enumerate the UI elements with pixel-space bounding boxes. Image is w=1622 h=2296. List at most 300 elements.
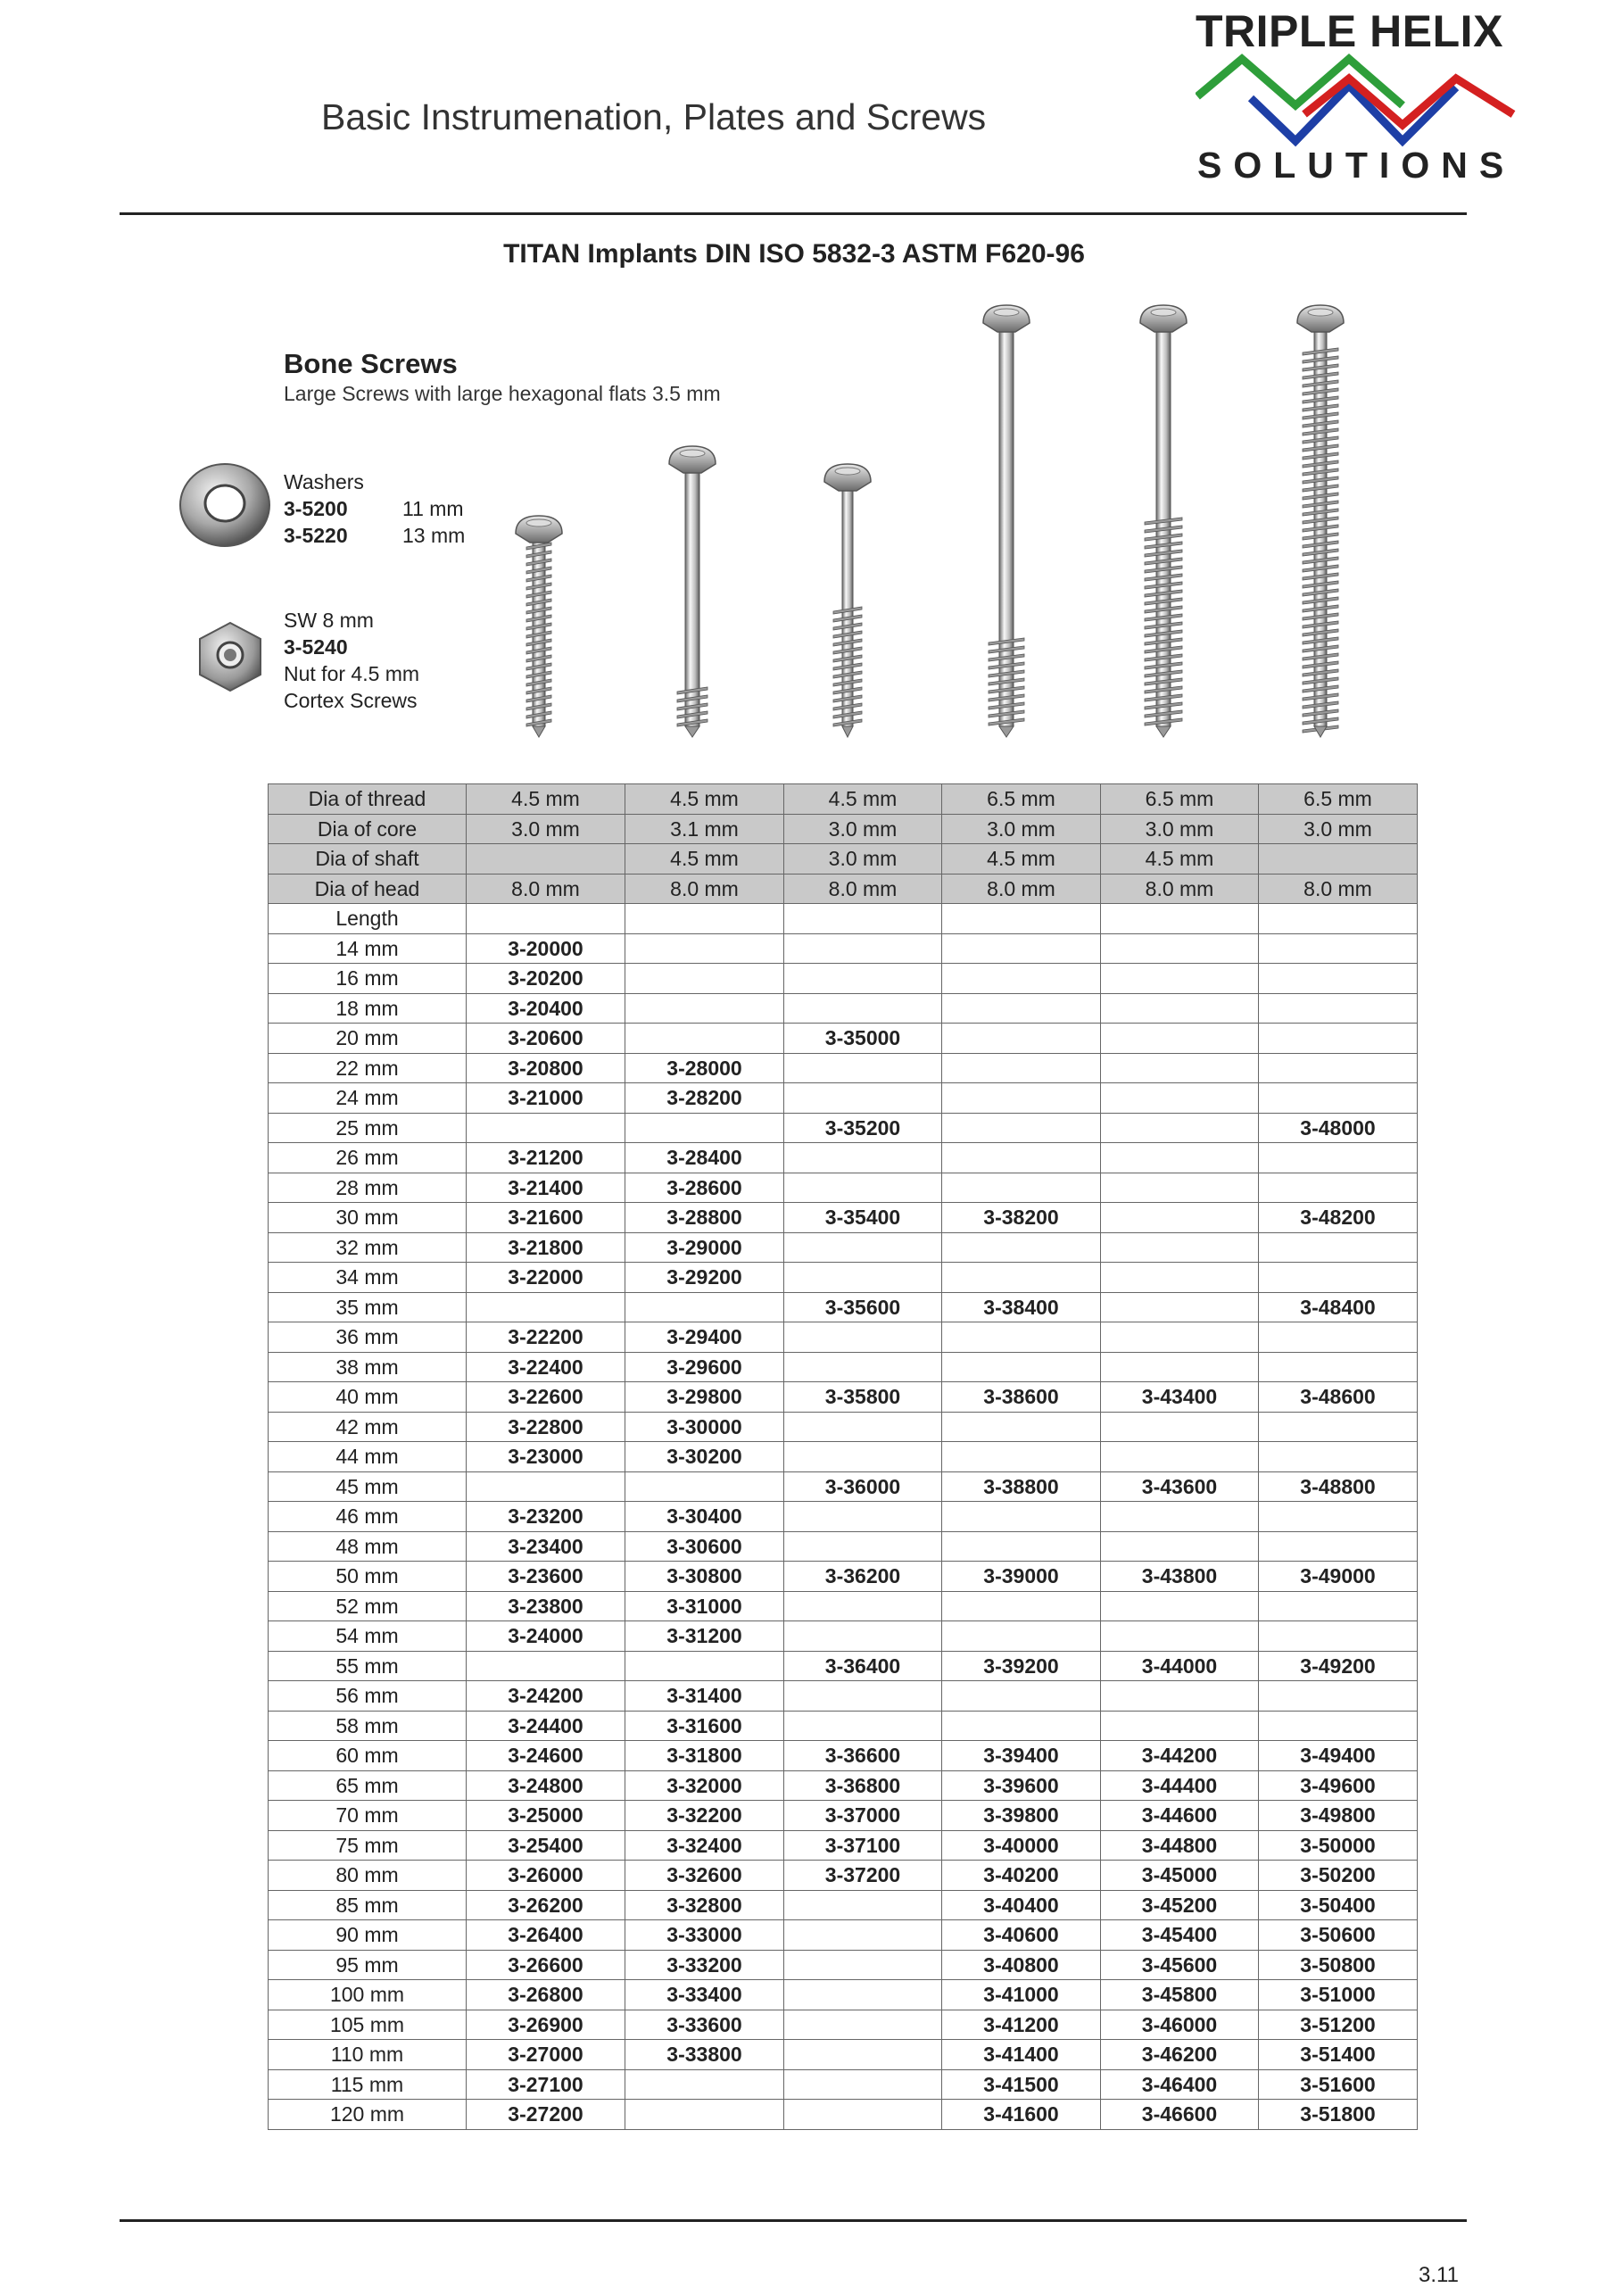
article-code-cell: 3-45000 <box>1101 1861 1259 1891</box>
table-row <box>269 1890 1418 1920</box>
article-code-cell <box>1101 1502 1259 1532</box>
article-code-cell: 3-27100 <box>467 2069 625 2100</box>
article-code-cell: 3-33800 <box>625 2040 784 2070</box>
spec-header-value: 3.0 mm <box>467 814 625 844</box>
article-code-cell: 3-20400 <box>467 993 625 1024</box>
table-row <box>269 1861 1418 1891</box>
table-row <box>269 1232 1418 1263</box>
table-row <box>269 1143 1418 1173</box>
spec-header-value: 3.0 mm <box>784 814 942 844</box>
empty-cell <box>942 904 1101 934</box>
length-cell: 20 mm <box>269 1024 467 1054</box>
article-code-cell <box>1259 1531 1418 1562</box>
section-title: Bone Screws <box>284 348 458 379</box>
article-code-cell: 3-32200 <box>625 1801 784 1831</box>
article-code-cell <box>784 1412 942 1442</box>
article-code-cell <box>784 1083 942 1114</box>
table-row <box>269 1322 1418 1353</box>
article-code-cell: 3-32400 <box>625 1830 784 1861</box>
spec-header-value: 4.5 mm <box>625 784 784 815</box>
article-code-cell <box>1259 1621 1418 1652</box>
article-code-cell: 3-24200 <box>467 1681 625 1712</box>
spec-header-value: 8.0 mm <box>467 874 625 904</box>
article-code-cell <box>1101 1292 1259 1322</box>
article-code-cell: 3-43600 <box>1101 1471 1259 1502</box>
article-code-cell: 3-39200 <box>942 1651 1101 1681</box>
article-code-cell: 3-28400 <box>625 1143 784 1173</box>
table-row <box>269 1950 1418 1980</box>
table-row <box>269 1442 1418 1472</box>
article-code-cell <box>1259 1024 1418 1054</box>
article-code-cell: 3-30000 <box>625 1412 784 1442</box>
length-cell: 100 mm <box>269 1980 467 2010</box>
header-divider <box>120 212 1467 215</box>
article-code-cell: 3-25000 <box>467 1801 625 1831</box>
article-code-cell <box>1101 993 1259 1024</box>
article-code-cell <box>942 1232 1101 1263</box>
article-code-cell <box>1101 1681 1259 1712</box>
article-code-cell <box>1259 1442 1418 1472</box>
spec-header-value: 3.0 mm <box>784 844 942 874</box>
article-code-cell <box>784 1232 942 1263</box>
article-code-cell <box>625 1113 784 1143</box>
article-code-cell: 3-40200 <box>942 1861 1101 1891</box>
article-code-cell: 3-29000 <box>625 1232 784 1263</box>
screw-cancellous-long-thread-icon <box>1140 305 1187 737</box>
article-code-cell <box>942 1173 1101 1203</box>
article-code-cell: 3-51800 <box>1259 2100 1418 2130</box>
article-code-cell: 3-33600 <box>625 2010 784 2040</box>
spec-header-label: Dia of head <box>269 874 467 904</box>
screw-cortex-icon <box>516 516 562 737</box>
article-code-cell <box>1101 1203 1259 1233</box>
washer-size: 13 mm <box>402 524 466 547</box>
article-code-cell: 3-29800 <box>625 1382 784 1413</box>
article-code-cell <box>784 2069 942 2100</box>
spec-header-value: 4.5 mm <box>1101 844 1259 874</box>
length-cell: 18 mm <box>269 993 467 1024</box>
article-code-cell <box>784 1173 942 1203</box>
brand-name-top: TRIPLE HELIX <box>1196 6 1503 56</box>
article-code-cell <box>1101 1232 1259 1263</box>
screw-cancellous-short-thread-icon <box>983 305 1030 737</box>
article-code-cell <box>784 1531 942 1562</box>
article-code-cell: 3-30200 <box>625 1442 784 1472</box>
article-code-cell: 3-23000 <box>467 1442 625 1472</box>
article-code-cell: 3-46400 <box>1101 2069 1259 2100</box>
article-code-cell: 3-40600 <box>942 1920 1101 1951</box>
article-code-cell: 3-45400 <box>1101 1920 1259 1951</box>
article-code-cell: 3-21600 <box>467 1203 625 1233</box>
washers-label: Washers <box>284 470 364 493</box>
table-row <box>269 1471 1418 1502</box>
spec-header-row <box>269 784 1418 815</box>
article-code-cell <box>1101 1083 1259 1114</box>
table-row <box>269 1203 1418 1233</box>
article-code-cell: 3-51600 <box>1259 2069 1418 2100</box>
table-row <box>269 1711 1418 1741</box>
article-code-cell: 3-43800 <box>1101 1562 1259 1592</box>
table-row <box>269 1741 1418 1771</box>
nut-size: SW 8 mm <box>284 609 374 632</box>
article-code-cell: 3-25400 <box>467 1830 625 1861</box>
article-code-cell: 3-28800 <box>625 1203 784 1233</box>
washer-code: 3-5220 <box>284 524 348 547</box>
article-code-cell: 3-31000 <box>625 1591 784 1621</box>
article-code-cell <box>1101 933 1259 964</box>
article-code-cell <box>1101 964 1259 994</box>
spec-header-value: 3.1 mm <box>625 814 784 844</box>
article-code-cell: 3-51200 <box>1259 2010 1418 2040</box>
table-row <box>269 1920 1418 1951</box>
article-code-cell <box>1259 1232 1418 1263</box>
article-code-cell <box>942 1442 1101 1472</box>
article-code-cell <box>784 1980 942 2010</box>
article-code-cell: 3-46000 <box>1101 2010 1259 2040</box>
spec-header-value: 4.5 mm <box>942 844 1101 874</box>
empty-cell <box>467 904 625 934</box>
article-code-cell: 3-22800 <box>467 1412 625 1442</box>
nut-code: 3-5240 <box>284 635 348 659</box>
article-code-cell: 3-45800 <box>1101 1980 1259 2010</box>
article-code-cell <box>1101 1322 1259 1353</box>
article-code-cell <box>1101 1412 1259 1442</box>
article-code-cell <box>784 1621 942 1652</box>
article-code-cell <box>1259 1591 1418 1621</box>
article-code-cell <box>784 1920 942 1951</box>
article-code-cell: 3-26400 <box>467 1920 625 1951</box>
article-code-cell <box>942 933 1101 964</box>
article-code-cell: 3-50400 <box>1259 1890 1418 1920</box>
article-code-cell: 3-26000 <box>467 1861 625 1891</box>
table-row <box>269 1412 1418 1442</box>
article-code-cell <box>625 1292 784 1322</box>
article-code-cell <box>942 1263 1101 1293</box>
length-cell: 58 mm <box>269 1711 467 1741</box>
article-code-cell: 3-44000 <box>1101 1651 1259 1681</box>
length-header-row <box>269 904 1418 934</box>
table-row <box>269 1801 1418 1831</box>
spec-header-value: 6.5 mm <box>942 784 1101 815</box>
length-cell: 60 mm <box>269 1741 467 1771</box>
length-cell: 80 mm <box>269 1861 467 1891</box>
article-code-cell: 3-30400 <box>625 1502 784 1532</box>
article-code-cell: 3-33400 <box>625 1980 784 2010</box>
article-code-cell: 3-40800 <box>942 1950 1101 1980</box>
length-cell: 115 mm <box>269 2069 467 2100</box>
standard-heading: TITAN Implants DIN ISO 5832-3 ASTM F620-96 <box>503 239 1085 269</box>
spec-header-value: 8.0 mm <box>784 874 942 904</box>
article-code-cell: 3-30600 <box>625 1531 784 1562</box>
article-code-cell <box>1259 993 1418 1024</box>
article-code-cell <box>784 1322 942 1353</box>
nut-description: Nut for 4.5 mm <box>284 662 420 685</box>
article-code-cell: 3-33000 <box>625 1920 784 1951</box>
article-code-cell <box>625 933 784 964</box>
section-subtitle: Large Screws with large hexagonal flats 3.5 mm <box>284 382 721 405</box>
article-code-cell <box>625 1024 784 1054</box>
article-code-cell <box>1101 1442 1259 1472</box>
length-cell: 28 mm <box>269 1173 467 1203</box>
article-code-cell: 3-21000 <box>467 1083 625 1114</box>
spec-header-label: Dia of shaft <box>269 844 467 874</box>
article-code-cell <box>467 1471 625 1502</box>
spec-header-row <box>269 814 1418 844</box>
spec-header-value: 8.0 mm <box>625 874 784 904</box>
length-cell: 54 mm <box>269 1621 467 1652</box>
article-code-cell: 3-26200 <box>467 1890 625 1920</box>
article-code-cell: 3-28200 <box>625 1083 784 1114</box>
length-cell: 90 mm <box>269 1920 467 1951</box>
article-code-cell <box>784 1591 942 1621</box>
article-code-cell: 3-31200 <box>625 1621 784 1652</box>
article-code-cell: 3-39000 <box>942 1562 1101 1592</box>
length-cell: 120 mm <box>269 2100 467 2130</box>
article-code-cell: 3-50000 <box>1259 1830 1418 1861</box>
length-cell: 34 mm <box>269 1263 467 1293</box>
spec-header-value: 6.5 mm <box>1259 784 1418 815</box>
article-code-cell <box>1259 964 1418 994</box>
washer-code: 3-5200 <box>284 497 348 520</box>
article-code-cell: 3-22200 <box>467 1322 625 1353</box>
article-code-cell: 3-51000 <box>1259 1980 1418 2010</box>
article-code-cell: 3-41500 <box>942 2069 1101 2100</box>
article-code-cell <box>942 1352 1101 1382</box>
article-code-cell <box>1101 1263 1259 1293</box>
article-code-cell: 3-35200 <box>784 1113 942 1143</box>
length-cell: 50 mm <box>269 1562 467 1592</box>
article-code-cell: 3-24800 <box>467 1770 625 1801</box>
article-code-cell: 3-27200 <box>467 2100 625 2130</box>
table-row <box>269 2069 1418 2100</box>
length-cell: 65 mm <box>269 1770 467 1801</box>
article-code-cell <box>784 2100 942 2130</box>
article-code-cell <box>784 1442 942 1472</box>
article-code-cell <box>1259 1681 1418 1712</box>
table-row <box>269 964 1418 994</box>
article-code-cell <box>942 1024 1101 1054</box>
article-code-cell: 3-31400 <box>625 1681 784 1712</box>
screw-illustrations <box>482 294 1454 750</box>
article-code-cell <box>1259 1502 1418 1532</box>
length-cell: 70 mm <box>269 1801 467 1831</box>
spec-header-value: 3.0 mm <box>1101 814 1259 844</box>
article-code-cell: 3-50600 <box>1259 1920 1418 1951</box>
article-code-cell: 3-29200 <box>625 1263 784 1293</box>
article-code-cell: 3-46200 <box>1101 2040 1259 2070</box>
article-code-cell: 3-35400 <box>784 1203 942 1233</box>
article-code-cell <box>1259 1711 1418 1741</box>
spec-header-value: 8.0 mm <box>1101 874 1259 904</box>
article-code-cell <box>784 1263 942 1293</box>
article-code-cell <box>1101 1173 1259 1203</box>
spec-header-value: 3.0 mm <box>1259 814 1418 844</box>
washer-icon <box>177 457 273 550</box>
table-row <box>269 1263 1418 1293</box>
article-code-cell: 3-49600 <box>1259 1770 1418 1801</box>
length-cell: 95 mm <box>269 1950 467 1980</box>
table-row <box>269 1621 1418 1652</box>
length-cell: 44 mm <box>269 1442 467 1472</box>
article-code-cell: 3-29400 <box>625 1322 784 1353</box>
article-code-cell: 3-48200 <box>1259 1203 1418 1233</box>
article-code-cell <box>942 1113 1101 1143</box>
article-code-cell <box>1101 1352 1259 1382</box>
article-code-cell <box>784 993 942 1024</box>
article-code-cell: 3-48800 <box>1259 1471 1418 1502</box>
length-cell: 105 mm <box>269 2010 467 2040</box>
spec-header-label: Dia of core <box>269 814 467 844</box>
screw-spec-table <box>268 783 1418 2130</box>
article-code-cell <box>1101 1711 1259 1741</box>
article-code-cell <box>625 964 784 994</box>
article-code-cell <box>942 1681 1101 1712</box>
empty-cell <box>1101 904 1259 934</box>
article-code-cell: 3-39600 <box>942 1770 1101 1801</box>
article-code-cell: 3-26900 <box>467 2010 625 2040</box>
article-code-cell <box>784 2010 942 2040</box>
article-code-cell <box>1101 1621 1259 1652</box>
spec-header-value: 8.0 mm <box>942 874 1101 904</box>
article-code-cell: 3-40400 <box>942 1890 1101 1920</box>
article-code-cell: 3-51400 <box>1259 2040 1418 2070</box>
washer-item <box>284 522 465 549</box>
article-code-cell: 3-24000 <box>467 1621 625 1652</box>
article-code-cell: 3-21800 <box>467 1232 625 1263</box>
length-cell: 30 mm <box>269 1203 467 1233</box>
article-code-cell: 3-46600 <box>1101 2100 1259 2130</box>
article-code-cell <box>1101 1053 1259 1083</box>
article-code-cell <box>625 2069 784 2100</box>
length-cell: 75 mm <box>269 1830 467 1861</box>
article-code-cell: 3-49800 <box>1259 1801 1418 1831</box>
article-code-cell <box>784 1143 942 1173</box>
length-cell: 38 mm <box>269 1352 467 1382</box>
article-code-cell <box>1259 1083 1418 1114</box>
article-code-cell: 3-49200 <box>1259 1651 1418 1681</box>
article-code-cell: 3-32800 <box>625 1890 784 1920</box>
spec-header-label: Dia of thread <box>269 784 467 815</box>
length-cell: 25 mm <box>269 1113 467 1143</box>
table-row <box>269 1352 1418 1382</box>
spec-header-row <box>269 844 1418 874</box>
table-row <box>269 1024 1418 1054</box>
document-title: Basic Instrumenation, Plates and Screws <box>321 96 987 137</box>
article-code-cell <box>1101 1531 1259 1562</box>
spec-header-value: 4.5 mm <box>784 784 942 815</box>
article-code-cell: 3-22000 <box>467 1263 625 1293</box>
table-row <box>269 1830 1418 1861</box>
article-code-cell: 3-28000 <box>625 1053 784 1083</box>
article-code-cell: 3-29600 <box>625 1352 784 1382</box>
article-code-cell <box>1259 1412 1418 1442</box>
article-code-cell: 3-50800 <box>1259 1950 1418 1980</box>
article-code-cell: 3-44600 <box>1101 1801 1259 1831</box>
page-number: 3.11 <box>1419 2263 1459 2287</box>
spec-header-value: 8.0 mm <box>1259 874 1418 904</box>
empty-cell <box>784 904 942 934</box>
article-code-cell: 3-41600 <box>942 2100 1101 2130</box>
article-code-cell <box>1259 1322 1418 1353</box>
article-code-cell <box>942 1083 1101 1114</box>
article-code-cell: 3-35000 <box>784 1024 942 1054</box>
article-code-cell: 3-20000 <box>467 933 625 964</box>
article-code-cell <box>784 933 942 964</box>
table-row <box>269 2010 1418 2040</box>
article-code-cell <box>784 1502 942 1532</box>
article-code-cell <box>1259 1263 1418 1293</box>
article-code-cell <box>942 993 1101 1024</box>
length-cell: 14 mm <box>269 933 467 964</box>
article-code-cell: 3-44200 <box>1101 1741 1259 1771</box>
length-cell: 35 mm <box>269 1292 467 1322</box>
article-code-cell <box>625 1471 784 1502</box>
table-row <box>269 1292 1418 1322</box>
article-code-cell: 3-39800 <box>942 1801 1101 1831</box>
article-code-cell: 3-35800 <box>784 1382 942 1413</box>
article-code-cell <box>1259 933 1418 964</box>
table-row <box>269 1562 1418 1592</box>
article-code-cell: 3-23800 <box>467 1591 625 1621</box>
washers-block <box>284 468 465 549</box>
spec-header-value: 6.5 mm <box>1101 784 1259 815</box>
article-code-cell: 3-37100 <box>784 1830 942 1861</box>
article-code-cell <box>1259 1173 1418 1203</box>
article-code-cell: 3-23400 <box>467 1531 625 1562</box>
footer-divider <box>120 2219 1467 2222</box>
article-code-cell <box>784 1711 942 1741</box>
article-code-cell <box>784 964 942 994</box>
article-code-cell: 3-36400 <box>784 1651 942 1681</box>
article-code-cell <box>1101 1024 1259 1054</box>
table-row <box>269 2100 1418 2130</box>
article-code-cell: 3-44400 <box>1101 1770 1259 1801</box>
article-code-cell: 3-40000 <box>942 1830 1101 1861</box>
table-row <box>269 1382 1418 1413</box>
length-cell: 40 mm <box>269 1382 467 1413</box>
brand-name-bottom: SOLUTIONS <box>1197 145 1516 186</box>
article-code-cell: 3-49400 <box>1259 1741 1418 1771</box>
article-code-cell: 3-27000 <box>467 2040 625 2070</box>
article-code-cell: 3-32000 <box>625 1770 784 1801</box>
article-code-cell: 3-41400 <box>942 2040 1101 2070</box>
article-code-cell: 3-36600 <box>784 1741 942 1771</box>
article-code-cell: 3-39400 <box>942 1741 1101 1771</box>
article-code-cell <box>1259 1053 1418 1083</box>
article-code-cell: 3-23600 <box>467 1562 625 1592</box>
article-code-cell <box>1259 1352 1418 1382</box>
article-code-cell: 3-48400 <box>1259 1292 1418 1322</box>
article-code-cell: 3-37000 <box>784 1801 942 1831</box>
article-code-cell: 3-49000 <box>1259 1562 1418 1592</box>
article-code-cell: 3-43400 <box>1101 1382 1259 1413</box>
article-code-cell: 3-22400 <box>467 1352 625 1382</box>
article-code-cell <box>784 1352 942 1382</box>
article-code-cell: 3-20600 <box>467 1024 625 1054</box>
hex-nut-icon <box>194 619 266 694</box>
washer-size: 11 mm <box>402 497 464 520</box>
length-cell: 26 mm <box>269 1143 467 1173</box>
table-row <box>269 1531 1418 1562</box>
table-row <box>269 1173 1418 1203</box>
length-cell: 36 mm <box>269 1322 467 1353</box>
table-row <box>269 1980 1418 2010</box>
table-row <box>269 1502 1418 1532</box>
article-code-cell: 3-21200 <box>467 1143 625 1173</box>
article-code-cell: 3-44800 <box>1101 1830 1259 1861</box>
article-code-cell: 3-26800 <box>467 1980 625 2010</box>
washer-item <box>284 495 465 522</box>
